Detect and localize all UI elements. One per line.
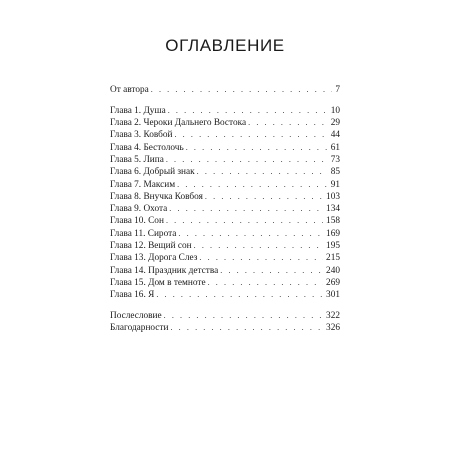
toc-entry <box>110 129 340 141</box>
toc-entry-title: Благодарности <box>110 323 169 334</box>
toc-entry-title: Глава 10. Сон <box>110 216 164 227</box>
toc-entry-page-number: 10 <box>330 105 340 116</box>
toc-entry-page-number: 85 <box>330 167 340 178</box>
toc-entry-page-number: 91 <box>330 179 340 190</box>
toc-entry-page-number: 158 <box>326 216 340 227</box>
toc-entry-page-number: 7 <box>335 85 340 95</box>
toc-entry-page-number: 29 <box>330 118 340 129</box>
toc-group <box>110 105 340 302</box>
toc-entry <box>110 322 340 334</box>
dot-leader <box>174 129 327 141</box>
toc-entry-title: Глава 2. Чероки Дальнего Востока <box>110 118 247 129</box>
toc-entry <box>110 154 340 166</box>
dot-leader <box>170 322 323 334</box>
toc-entry <box>110 203 340 215</box>
dot-leader <box>197 166 328 178</box>
toc-entry-page-number: 103 <box>326 191 340 202</box>
toc-entry-page-number: 134 <box>326 204 340 215</box>
toc-entry <box>110 179 340 191</box>
toc-entry-page-number: 195 <box>326 241 340 252</box>
toc-entry-title: Глава 4. Бестолочь <box>110 142 184 153</box>
toc-entry <box>110 142 340 154</box>
dot-leader <box>205 191 323 203</box>
toc-entry-page-number: 169 <box>326 228 340 239</box>
toc-entry-title: Глава 8. Внучка Ковбоя <box>110 191 203 202</box>
dot-leader <box>156 289 323 301</box>
toc-entry <box>110 84 340 96</box>
toc-entry <box>110 240 340 252</box>
toc-entry <box>110 117 340 129</box>
toc-entry-title: Глава 1. Душа <box>110 105 166 116</box>
toc-entry-title: Глава 3. Ковбой <box>110 130 173 141</box>
toc-entry <box>110 252 340 264</box>
toc-entry-title: Глава 9. Охота <box>110 204 168 215</box>
toc-entry <box>110 228 340 240</box>
toc-entry-title: Глава 15. Дом в темноте <box>110 277 206 288</box>
toc-entry-page-number: 240 <box>326 265 340 276</box>
toc-entry-title: Глава 11. Сирота <box>110 228 177 239</box>
toc-entry-page-number: 301 <box>326 290 340 301</box>
toc-entry <box>110 310 340 322</box>
dot-leader <box>178 228 323 240</box>
toc-entry <box>110 166 340 178</box>
toc-entry-page-number: 44 <box>330 130 340 141</box>
page-title: ОГЛАВЛЕНИЕ <box>165 36 285 55</box>
toc-entry-title: Глава 16. Я <box>110 290 155 301</box>
dot-leader <box>164 310 323 322</box>
dot-leader <box>194 240 323 252</box>
dot-leader <box>169 203 323 215</box>
toc-entry-title: Глава 12. Вещий сон <box>110 241 192 252</box>
toc-entry <box>110 105 340 117</box>
toc-group <box>110 84 340 96</box>
toc-entry-title: Глава 14. Праздник детства <box>110 265 219 276</box>
toc-entry <box>110 215 340 227</box>
dot-leader <box>220 265 323 277</box>
toc-entry-page-number: 61 <box>330 142 340 153</box>
toc-entry-title: Глава 6. Добрый знак <box>110 167 195 178</box>
dot-leader <box>199 252 323 264</box>
toc-entry-page-number: 215 <box>326 253 340 264</box>
dot-leader <box>186 142 328 154</box>
toc-entry-page-number: 269 <box>326 277 340 288</box>
toc-entry-title: От автора <box>110 85 149 95</box>
toc-entry <box>110 289 340 301</box>
dot-leader <box>166 154 328 166</box>
toc-entry <box>110 265 340 277</box>
dot-leader <box>166 215 323 227</box>
dot-leader <box>248 117 328 129</box>
toc-group <box>110 310 340 335</box>
toc-entry-title: Глава 13. Дорога Слез <box>110 253 198 264</box>
toc-entry-title: Глава 7. Максим <box>110 179 176 190</box>
dot-leader <box>208 277 323 289</box>
toc-entry <box>110 277 340 289</box>
toc-entry-page-number: 73 <box>330 154 340 165</box>
dot-leader <box>168 105 328 117</box>
toc-entry-page-number: 322 <box>326 311 340 322</box>
toc-entry-title: Послесловие <box>110 311 162 322</box>
toc-entry <box>110 191 340 203</box>
toc-entry-page-number: 326 <box>326 323 340 334</box>
dot-leader <box>177 179 328 191</box>
dot-leader <box>151 84 333 96</box>
toc-entry-title: Глава 5. Липа <box>110 154 164 165</box>
table-of-contents <box>110 84 340 335</box>
